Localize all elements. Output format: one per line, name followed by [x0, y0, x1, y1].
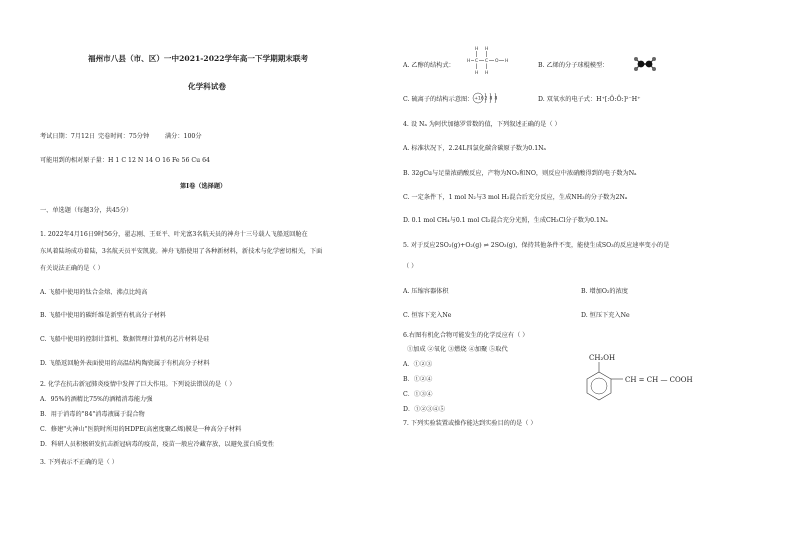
benzene-ring-diagram — [583, 362, 625, 412]
q5-option-a: A. 压缩容器体积 — [403, 288, 449, 295]
q2-option-d: D．科研人员积极研发抗击新冠病毒的疫苗，疫苗一般应冷藏存放，以避免蛋白质变性 — [40, 441, 274, 448]
svg-text:C: C — [485, 59, 489, 64]
q4-stem: 4. 设 Nₐ 为阿伏加德罗常数的值，下列叙述正确的是（ ） — [403, 121, 561, 128]
svg-text:2: 2 — [484, 96, 488, 102]
q1-stem-line3: 有关说法正确的是（ ） — [40, 265, 104, 272]
q3-option-b: B. 乙烯的分子球棍模型： — [538, 62, 609, 69]
q2-option-a: A．95%的酒精比75%的酒精消毒能力强 — [40, 396, 153, 403]
q6-option-a: A．①②③ — [403, 361, 433, 368]
q6-stem: 6.右图有机化合物可能发生的化学反应有（ ） — [403, 332, 529, 339]
q7-stem: 7. 下列实验装置或操作能达到实验目的的是（ ） — [403, 420, 537, 427]
q6-side-chain: CH = CH — COOH — [625, 376, 693, 384]
exam-date: 考试日期：7月12日 — [40, 133, 96, 140]
atomic-masses: 可能用到的相对原子量：H 1 C 12 N 14 O 16 Fe 56 Cu 64 — [40, 157, 210, 164]
q3-option-a: A. 乙醇的结构式： — [403, 62, 455, 69]
section-title: 第Ⅰ卷（选择题） — [180, 183, 227, 190]
q5-stem-line1: 5. 对于反应2SO₂(g)+O₂(g) ⇌ 2SO₃(g)，保持其他条件不变，能使生成SO₃的反应速率变小的是 — [403, 242, 670, 249]
q4-option-b: B. 32gCu与足量浓硝酸反应，产物为NO₂和NO，则反应中浓硝酸得到的电子数为Nₐ — [403, 170, 637, 177]
exam-title: 福州市八县（市、区）一中2021-2022学年高一下学期期末联考 — [88, 54, 309, 63]
svg-text:H: H — [505, 59, 509, 64]
q6-reaction-list: ①加成 ②氧化 ③燃烧 ④加聚 ⑤取代 — [407, 346, 508, 353]
q2-option-c: C．修建"火神山"医院时所用的HDPE(高密度聚乙烯)膜是一种高分子材料 — [40, 426, 242, 433]
q4-option-c: C. 一定条件下，1 mol N₂与3 mol H₂混合后充分反应，生成NH₃的分子数为2Nₐ — [403, 194, 628, 201]
q6-option-b: B．①②④ — [403, 376, 433, 383]
q1-option-d: D. 飞船返回舱外表面使用的高温结构陶瓷属于有机高分子材料 — [40, 360, 210, 367]
q5-option-d: D. 恒压下充入Ne — [581, 312, 630, 319]
q3-option-c: C. 硫离子的结构示意图： — [403, 96, 474, 103]
q3-option-d: D. 双氧水的电子式：H⁺[:Ö:Ö:]²⁻H⁺ — [538, 96, 641, 103]
svg-text:H: H — [467, 59, 471, 64]
single-choice-heading: 一、单选题（每题3分，共45分） — [40, 207, 133, 214]
ethanol-structure-diagram — [467, 46, 521, 80]
q1-option-a: A. 飞船中使用的钛合金熔、沸点比纯高 — [40, 289, 148, 296]
svg-text:H: H — [475, 47, 479, 52]
q2-option-b: B．用于消毒的"84"消毒液属于混合物 — [40, 411, 145, 418]
svg-text:H: H — [485, 47, 489, 52]
q2-stem: 2. 化学在抗击新冠肺炎疫情中发挥了巨大作用。下列说法错误的是（ ） — [40, 381, 236, 388]
q1-option-b: B. 飞船中使用的碳纤维是新型有机高分子材料 — [40, 312, 167, 319]
q5-option-b: B. 增加O₂的浓度 — [581, 288, 628, 295]
sulfide-ion-core-label: +16 — [474, 96, 484, 102]
q3-stem: 3. 下列表示不正确的是（ ） — [40, 459, 118, 466]
svg-text:H: H — [475, 71, 479, 76]
exam-subject: 化学科试卷 — [188, 82, 226, 91]
q4-option-d: D. 0.1 mol CH₄与0.1 mol Cl₂混合充分光照，生成CH₃Cl分子数为0.1Nₐ — [403, 217, 608, 224]
q6-ch2oh-group: CH₂OH — [589, 354, 616, 362]
q1-stem-line1: 1. 2022年4月16日9时56分，翟志刚、王亚平、叶光富3名航天员的神舟十三号载人飞船返回舱在 — [40, 231, 308, 238]
exam-duration: 完卷时间：75分钟 — [98, 133, 150, 140]
svg-text:O: O — [495, 59, 499, 64]
svg-text:8: 8 — [489, 96, 493, 102]
svg-text:H: H — [485, 71, 489, 76]
q1-stem-line2: 东风着陆场成功着陆，3名航天员平安凯旋。神舟飞船使用了各种新材料，新技术与化学密切相关，下面 — [40, 248, 323, 255]
q6-option-d: D．①②③④⑤ — [403, 406, 446, 413]
q5-option-c: C. 恒容下充入Ne — [403, 312, 452, 319]
ethylene-ball-stick-model — [633, 56, 657, 72]
q1-option-c: C. 飞船中使用的控制计算机、数据管理计算机的芯片材料是硅 — [40, 336, 210, 343]
sulfide-ion-diagram — [471, 90, 501, 106]
svg-text:C: C — [475, 59, 479, 64]
q5-stem-line2: （ ） — [403, 263, 418, 270]
exam-full-score: 满分：100分 — [165, 133, 202, 140]
q4-option-a: A. 标准状况下，2.24L四氯化碳含碳原子数为0.1Nₐ — [403, 145, 546, 152]
svg-text:8: 8 — [494, 96, 498, 102]
q6-option-c: C．①③④ — [403, 391, 433, 398]
